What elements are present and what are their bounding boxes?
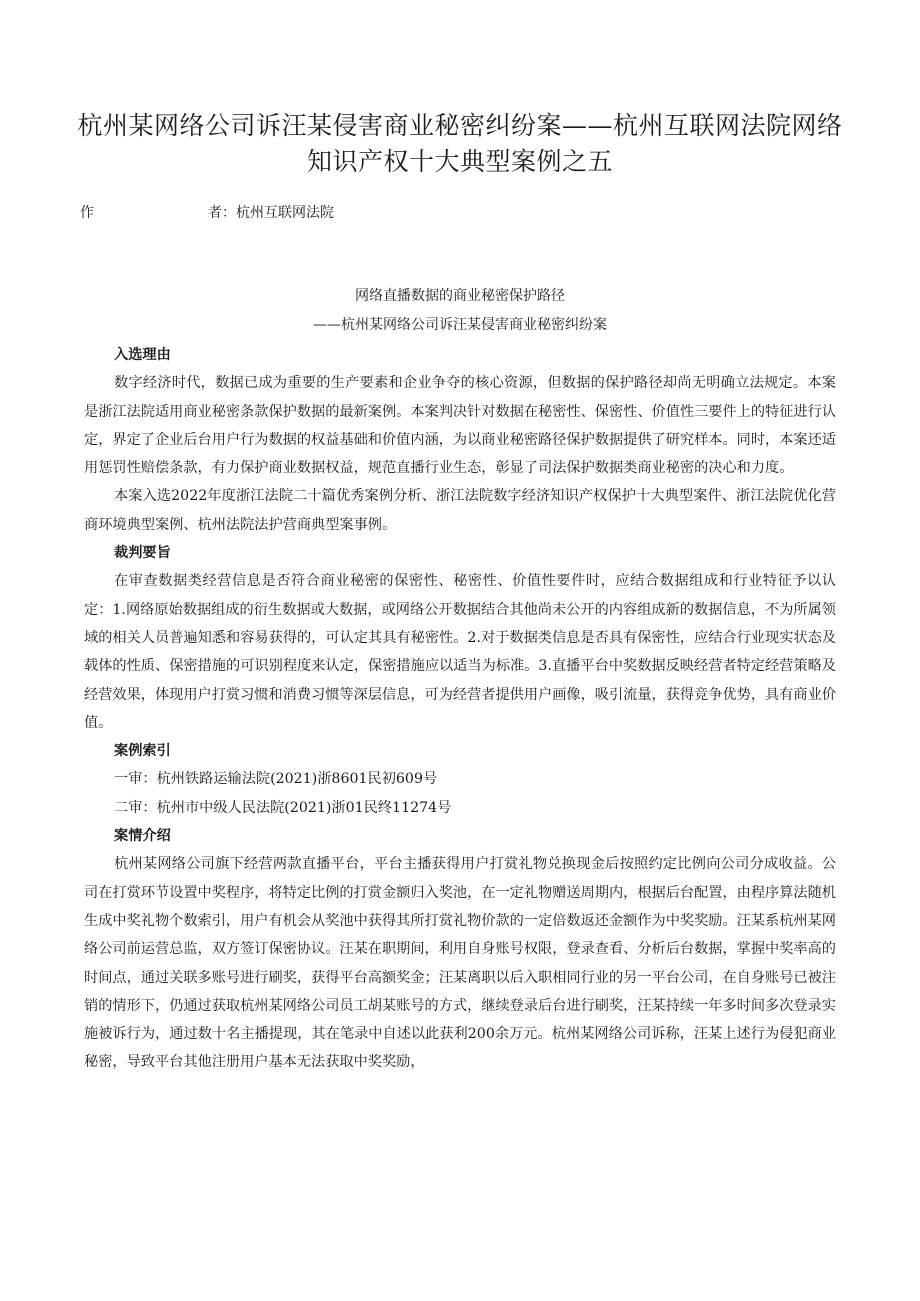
title-line-1: 杭州某网络公司诉汪某侵害商业秘密纠纷案——杭州互联网法院网络 [77, 111, 843, 140]
title-line-2: 知识产权十大典型案例之五 [306, 147, 613, 176]
subtitle-case: ——杭州某网络公司诉汪某侵害商业秘密纠纷案 [313, 317, 607, 333]
facts-heading: 案情介绍 [114, 828, 171, 845]
document-body [84, 341, 836, 1077]
author-label: 作 [80, 205, 94, 221]
reason-paragraph-2: 本案入选2022年度浙江法院二十篇优秀案例分析、浙江法院数字经济知识产权保护十大典型案件、浙江法院优化营商环境典型案例、杭州法院法护营商典型案事例。 [84, 488, 836, 533]
reason-paragraph-1: 数字经济时代，数据已成为重要的生产要素和企业争夺的核心资源，但数据的保护路径却尚无明确立法规定。本案是浙江法院适用商业秘密条款保护数据的最新案例。本案判决针对数据在秘密性、保密性、价值性三要件上的特征进行认定，界定了企业后台用户行为数据的权益基础和价值内涵，为以商业秘密路径保护数据提供了研究样本。同时，本案还适用惩罚性赔偿条款，有力保护商业数据权益，规范直播行业生态，彰显了司法保护数据类商业秘密的决心和力度。 [84, 375, 836, 477]
subtitle-main: 网络直播数据的商业秘密保护路径 [355, 288, 565, 304]
facts-paragraph: 杭州某网络公司旗下经营两款直播平台，平台主播获得用户打赏礼物兑换现金后按照约定比例向公司分成收益。公司在打赏环节设置中奖程序，将特定比例的打赏金额归入奖池，在一定礼物赠送周期内，根据后台配置，由程序算法随机生成中奖礼物个数索引，用户有机会从奖池中获得其所打赏礼物价款的一定倍数返还金额作为中奖奖励。汪某系杭州某网络公司前运营总监，双方签订保密协议。汪某在职期间，利用自身账号权限，登录查看、分析后台数据，掌握中奖率高的时间点，通过关联多账号进行刷奖，获得平台高额奖金；汪某离职以后入职相同行业的另一平台公司，在自身账号已被注销的情形下，仍通过获取杭州某网络公司员工胡某账号的方式，继续登录后台进行刷奖，汪某持续一年多时间多次登录实施被诉行为，通过数十名主播提现，其在笔录中自述以此获利200余万元。杭州某网络公司诉称，汪某上述行为侵犯商业秘密，导致平台其他注册用户基本无法获取中奖奖励， [84, 856, 836, 1071]
index-second-instance: 二审：杭州市中级人民法院(2021)浙01民终11274号 [114, 799, 452, 816]
gist-paragraph: 在审查数据类经营信息是否符合商业秘密的保密性、秘密性、价值性要件时，应结合数据组成和行业特征予以认定：1.网络原始数据组成的衍生数据或大数据，或网络公开数据结合其他尚未公开的内容组成新的数据信息，不为所属领域的相关人员普遍知悉和容易获得的，可认定其具有秘密性。2.对于数据类信息是否具有保密性，应结合行业现实状态及载体的性质、保密措施的可识别程度来认定，保密措施应以适当为标准。3.直播平台中奖数据反映经营者特定经营策略及经营效果，体现用户打赏习惯和消费习惯等深层信息，可为经营者提供用户画像，吸引流量，获得竞争优势，具有商业价值。 [84, 573, 836, 731]
author-line [80, 203, 334, 223]
index-heading: 案例索引 [114, 743, 171, 760]
author-value: 者：杭州互联网法院 [208, 205, 334, 221]
gist-heading: 裁判要旨 [114, 545, 171, 562]
reason-heading: 入选理由 [114, 347, 171, 363]
document-title [60, 108, 860, 180]
index-first-instance: 一审：杭州铁路运输法院(2021)浙8601民初609号 [114, 771, 438, 788]
